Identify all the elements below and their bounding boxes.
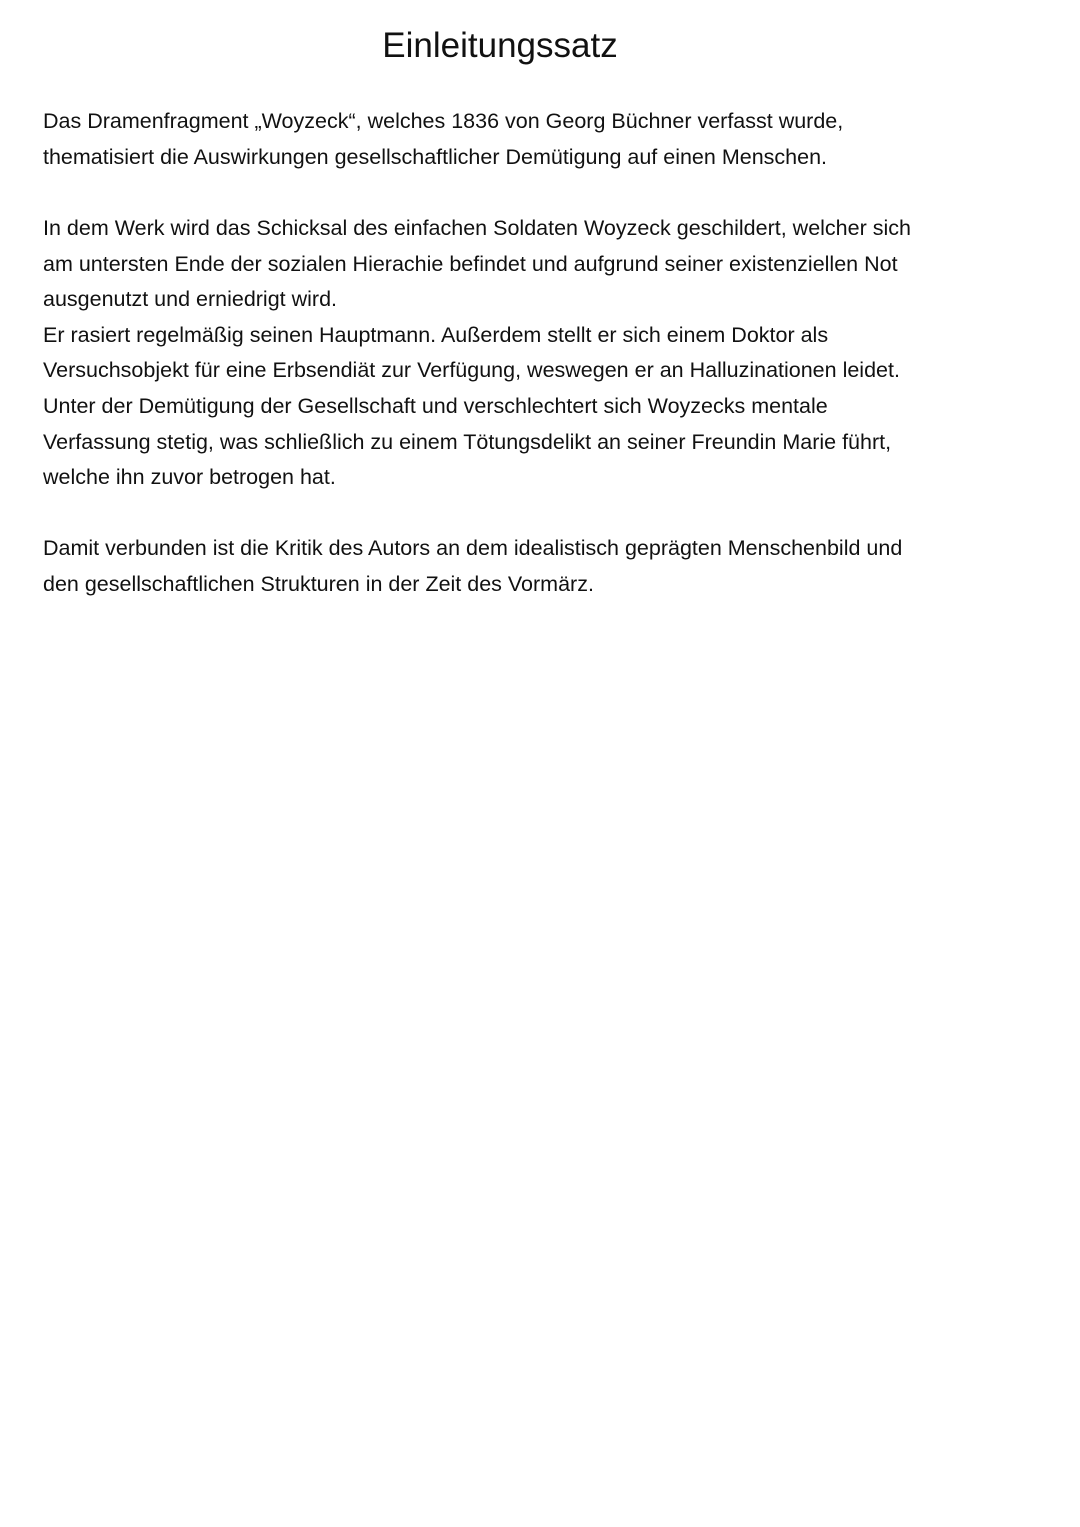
text-line: welche ihn zuvor betrogen hat. <box>43 465 336 490</box>
page-title: Einleitungssatz <box>382 26 618 65</box>
text-line: Damit verbunden ist die Kritik des Autors an dem idealistisch geprägten Menschenbild und <box>43 536 903 560</box>
text-line: ausgenutzt und erniedrigt wird. <box>43 287 338 312</box>
paragraph-critique <box>43 531 1053 602</box>
text-line: Er rasiert regelmäßig seinen Hauptmann. Außerdem stellt er sich einem Doktor als <box>43 322 829 347</box>
text-line: In dem Werk wird das Schicksal des einfachen Soldaten Woyzeck geschildert, welcher sich <box>43 216 911 240</box>
text-line: Unter der Demütigung der Gesellschaft und verschlechtert sich Woyzecks mentale <box>43 393 828 418</box>
text-line: thematisiert die Auswirkungen gesellschaftlicher Demütigung auf einen Menschen. <box>43 144 827 169</box>
text-line: am untersten Ende der sozialen Hierachie befindet und aufgrund seiner existenziellen Not <box>43 251 898 276</box>
text-line: Verfassung stetig, was schließlich zu einem Tötungsdelikt an seiner Freundin Marie führt, <box>43 429 892 454</box>
paragraph-summary <box>43 211 1053 496</box>
text-line: Das Dramenfragment „Woyzeck“, welches 1836 von Georg Büchner verfasst wurde, <box>43 109 844 133</box>
text-line: Versuchsobjekt für eine Erbsendiät zur Verfügung, weswegen er an Halluzinationen leidet. <box>43 358 900 383</box>
paragraph-intro <box>43 104 1053 175</box>
text-line: den gesellschaftlichen Strukturen in der Zeit des Vormärz. <box>43 571 594 596</box>
